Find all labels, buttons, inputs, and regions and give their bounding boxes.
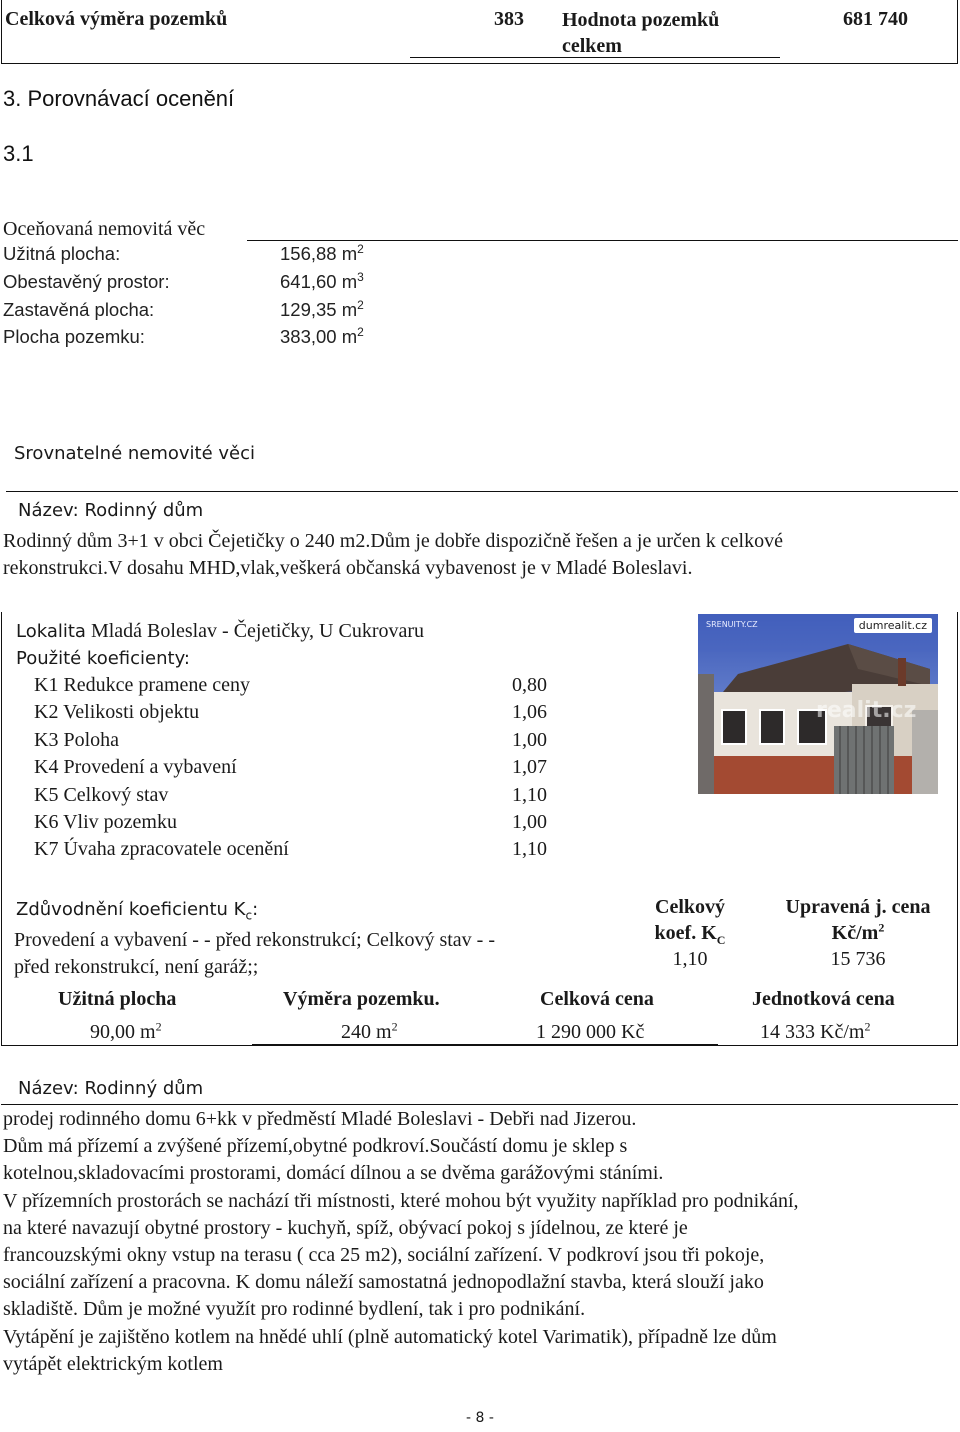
subsection-number: 3.1 [3, 141, 34, 166]
valued-property-rule [247, 240, 958, 241]
summary-unit-price: 14 333 $Kč/m^2$ [760, 1019, 871, 1043]
land-area-value: 383 [494, 8, 524, 30]
summary-underline [252, 1044, 718, 1046]
valued-property-value: 156,88 $m^2$ [280, 241, 364, 264]
location-value: Mladá Boleslav - Čejetičky, U Cukrovaru [90, 620, 425, 642]
valued-property-label: Obestavěný prostor: [3, 271, 170, 292]
photo-watermark: dumrealit.cz [858, 619, 927, 632]
valued-property-label: Užitná plocha: [3, 243, 121, 264]
coefficient-value: 1,10 [512, 783, 547, 806]
coefficient-value: 0,80 [512, 674, 547, 696]
coefficient-row [34, 782, 554, 809]
summary-header-usable-area: Užitná plocha [58, 988, 177, 1010]
comparable2-rule [1, 1104, 958, 1105]
comparable1-name [18, 500, 203, 521]
section-title: 3. Porovnávací ocenění [3, 86, 235, 111]
coefficient-row [34, 727, 554, 754]
summary-header-unit-price: Jednotková cena [752, 988, 895, 1010]
adjusted-price-header: Upravená j. cena $Kč/m^2$ [785, 896, 931, 944]
summary-land-area: 240 $m^2$ [341, 1019, 398, 1043]
coefficient-label: K7 Úvaha zpracovatele ocenění [34, 838, 289, 861]
top-table-left-border [1, 0, 2, 64]
coefficient-label: K4 Provedení a vybavení [34, 756, 237, 779]
name-label: Název: [18, 500, 79, 521]
coefficient-row [34, 699, 554, 726]
summary-header-total-price: Celková cena [540, 988, 654, 1010]
land-value-value: 681 740 [843, 8, 908, 30]
location-label: Lokalita [16, 621, 86, 642]
summary-usable-area: 90,00 $m^2$ [90, 1019, 162, 1043]
coefficient-row [34, 836, 554, 863]
name-value: Rodinný dům [84, 500, 204, 521]
valued-property-label: Plocha pozemku: [3, 326, 145, 347]
land-area-label: Celková výměra pozemků [5, 8, 228, 30]
coefficient-row [34, 672, 554, 699]
summary-header-land-area: Výměra pozemku. [283, 988, 440, 1010]
coefficient-label: K1 Redukce pramene ceny [34, 674, 251, 696]
photo-watermark-small: SRENUITY.CZ [706, 620, 758, 629]
coefficient-value: 1,00 [512, 728, 547, 751]
coefficient-label: K2 Velikosti objektu [34, 701, 200, 724]
comparable1-right-border [957, 612, 958, 1046]
comparables-heading: Srovnatelné nemovité věci [14, 443, 256, 464]
coefficient-value: 1,06 [512, 701, 547, 724]
total-coefficient-header: Celkový koef. $K_C$ [654, 896, 726, 947]
property-photo [698, 614, 938, 794]
coefficient-value: 1,10 [512, 838, 547, 861]
coefficient-value: 1,07 [512, 756, 547, 779]
coefficient-row [34, 809, 554, 836]
valued-property-value: 129,35 $m^2$ [280, 297, 364, 320]
comparable2-description: prodej rodinného domu 6+kk v předměstí Mladé Boleslavi - Debři nad Jizerou. Dům má přízemí a zvýšené přízemí,obytné podkroví.Součástí domu je sklep s kotelnou,skladovacími prostorami, domácí dílnou a se dvěma garážovými stáními. V přízemních prostorách se nachází tři místnosti, které mohou být využity například pro podnikání, na které navazují obytné prostory - kuchyň, spíž, obývací pokoj s jídelnou, ze které je francouzskými okny vstup na terasu ( cca 25 m2), sociální zařízení. V podkroví jsou tři pokoje, sociální zařízení a pracovna. K domu náleží samostatná jednopodlažní stavba, která slouží jako skladiště. Dům je možné využít pro rodinné bydlení, tak i pro podnikání. Vytápění je zajištěno kotlem na hnědé uhlí (plně automatický kotel Varimatik), případně lze dům vytápět elektrickým kotlem [3, 1108, 799, 1375]
comparable1-description: Rodinný dům 3+1 v obci Čejetičky o 240 m2.Dům je dobře dispozičně řešen a je určen k celkové rekonstrukci.V dosahu MHD,vlak,veškerá občanská vybavenost je v Mladé Boleslavi. [3, 530, 783, 579]
comparables-rule [6, 491, 958, 492]
land-value-label: Hodnota pozemků celkem [562, 9, 720, 57]
name-label: Název: [18, 1078, 79, 1099]
top-table-bottom-border [1, 63, 958, 64]
comparable2-name [18, 1078, 203, 1099]
location-line [16, 620, 424, 643]
top-table-right-border [957, 0, 958, 64]
photo-overlay-text: realit.cz [816, 698, 917, 723]
coefficients-heading: Použité koeficienty: [16, 648, 190, 669]
coefficient-label: K5 Celkový stav [34, 783, 169, 806]
name-value: Rodinný dům [84, 1078, 204, 1099]
coefficient-label: K6 Vliv pozemku [34, 811, 177, 833]
valued-property-label: Zastavěná plocha: [3, 299, 155, 320]
adjusted-price-value: 15 736 [830, 948, 886, 970]
summary-total-price: 1 290 000 Kč [536, 1021, 645, 1043]
valued-property-value: 641,60 $m^3$ [280, 269, 364, 292]
total-coefficient-value: 1,10 [672, 948, 708, 970]
valued-property-value: 383,00 $m^2$ [280, 324, 364, 347]
page-number: - 8 - [466, 1410, 494, 1426]
coefficient-row [34, 754, 554, 781]
coefficient-label: K3 Poloha [34, 728, 119, 751]
comparable1-left-border [1, 612, 2, 1046]
coefficient-value: 1,00 [512, 811, 547, 833]
valued-property-heading: Oceňovaná nemovitá věc [3, 218, 206, 240]
photo-watermark-badge [854, 618, 932, 633]
justification-text: Provedení a vybavení - - před rekonstrukcí; Celkový stav - - před rekonstrukcí, není garáž;; [14, 929, 495, 978]
justification-heading: Zdůvodnění koeficientu $K_c$: [16, 899, 259, 923]
